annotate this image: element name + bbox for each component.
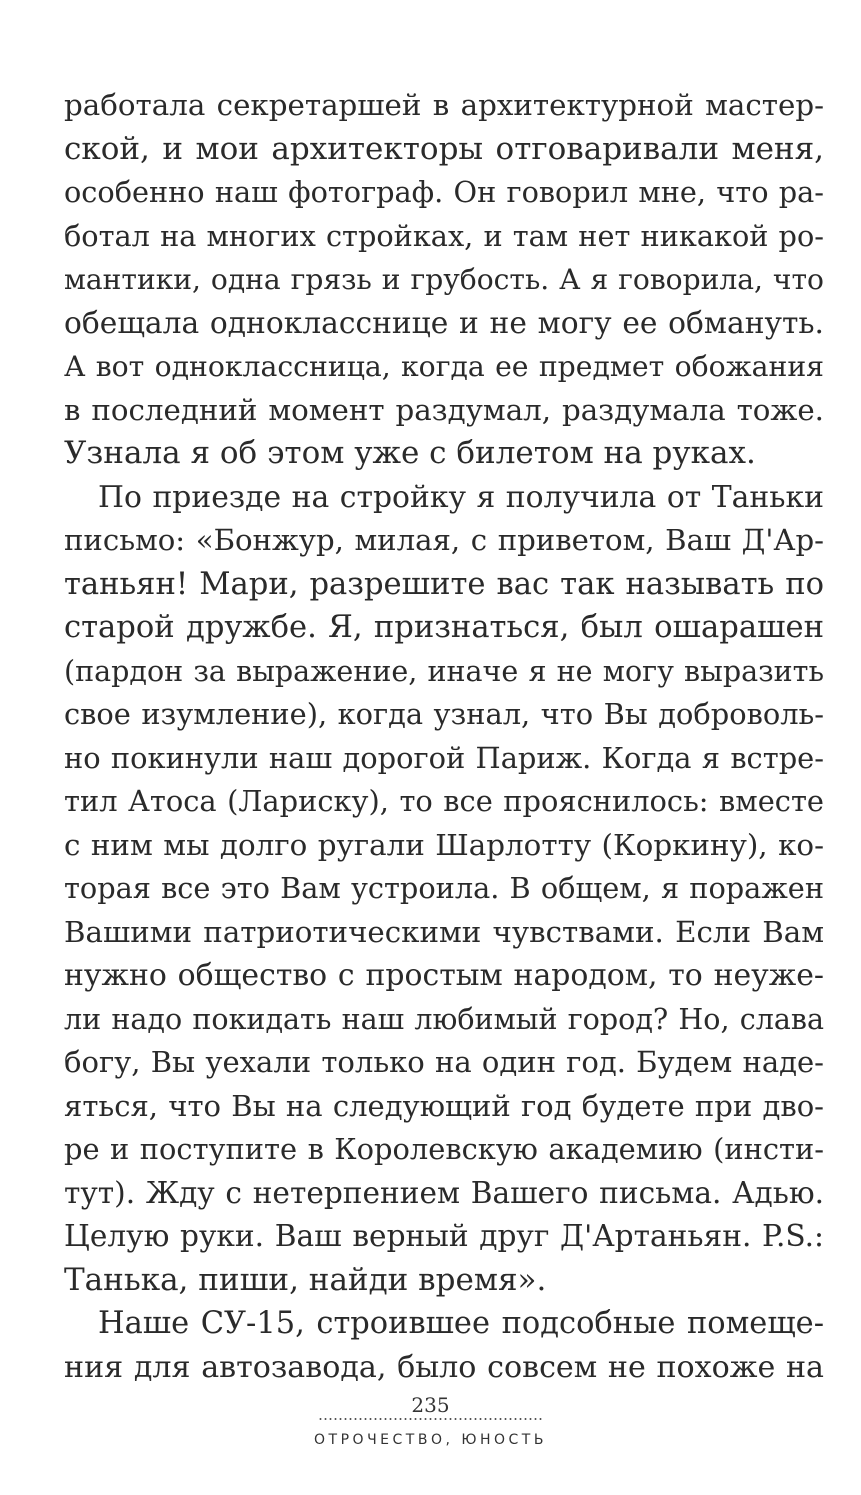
text-line: работала секретаршей в архитектурной мастер-: [64, 88, 824, 122]
text-line: По приезде на стройку я получила от Таньки: [98, 479, 824, 515]
text-line: старой дружбе. Я, признаться, был ошарашен: [64, 610, 824, 645]
text-line: торая все это Вам устроила. В общем, я поражен: [64, 871, 824, 905]
text-line: ботал на многих стройках, и там нет никакой ро-: [64, 218, 824, 253]
text-line: Вашими патриотическими чувствами. Если Вам: [64, 914, 824, 949]
text-line: яться, что Вы на следующий год будете при дво-: [64, 1088, 824, 1123]
dotted-divider: [318, 1418, 544, 1420]
text-line: богу, Вы уехали только на один год. Будем наде-: [64, 1045, 824, 1079]
text-line: таньян! Мари, разрешите вас так называть по: [64, 566, 824, 602]
text-line: нужно общество с простым народом, то неуже-: [64, 958, 824, 993]
text-line: с ним мы долго ругали Шарлотту (Коркину), ко-: [64, 827, 824, 862]
page-number: 235: [411, 1393, 450, 1417]
text-line: мантики, одна грязь и грубость. А я говорила, что: [64, 263, 824, 296]
text-line: А вот одноклассница, когда ее предмет обожания: [64, 350, 824, 383]
text-line: Узнала я об этом уже с билетом на руках.: [64, 435, 756, 471]
text-line: Целую руки. Ваш верный друг Д'Артаньян. P.S.:: [64, 1219, 824, 1253]
text-line: письмо: «Бонжур, милая, с приветом, Ваш Д'Ар-: [64, 523, 824, 557]
text-line: (пардон за выражение, иначе я не могу выразить: [64, 654, 824, 688]
text-line: но покинули наш дорогой Париж. Когда я встре-: [64, 740, 824, 775]
running-title: ОТРОЧЕСТВО, ЮНОСТЬ: [314, 1432, 547, 1448]
text-line: свое изумление), когда узнал, что Вы доброволь-: [64, 697, 824, 731]
text-line: в последний момент раздумал, раздумала тоже.: [64, 392, 824, 427]
text-line: ния для автозавода, было совсем не похоже на: [64, 1349, 824, 1385]
text-line: тут). Жду с нетерпением Вашего письма. Адью.: [64, 1175, 824, 1210]
text-line: Наше СУ-15, строившее подсобные помеще-: [98, 1306, 824, 1341]
text-line: Танька, пиши, найди время».: [64, 1261, 547, 1298]
text-line: особенно наш фотограф. Он говорил мне, что ра-: [64, 175, 824, 209]
text-line: тил Атоса (Лариску), то все прояснилось: вместе: [64, 784, 824, 818]
text-line: ской, и мои архитекторы отговаривали меня,: [64, 130, 824, 167]
text-line: обещала однокласснице и не могу ее обмануть.: [64, 305, 824, 341]
body-text: [64, 84, 824, 1389]
text-line: ре и поступите в Королевскую академию (инсти-: [64, 1132, 824, 1166]
text-line: ли надо покидать наш любимый город? Но, слава: [64, 1001, 824, 1036]
